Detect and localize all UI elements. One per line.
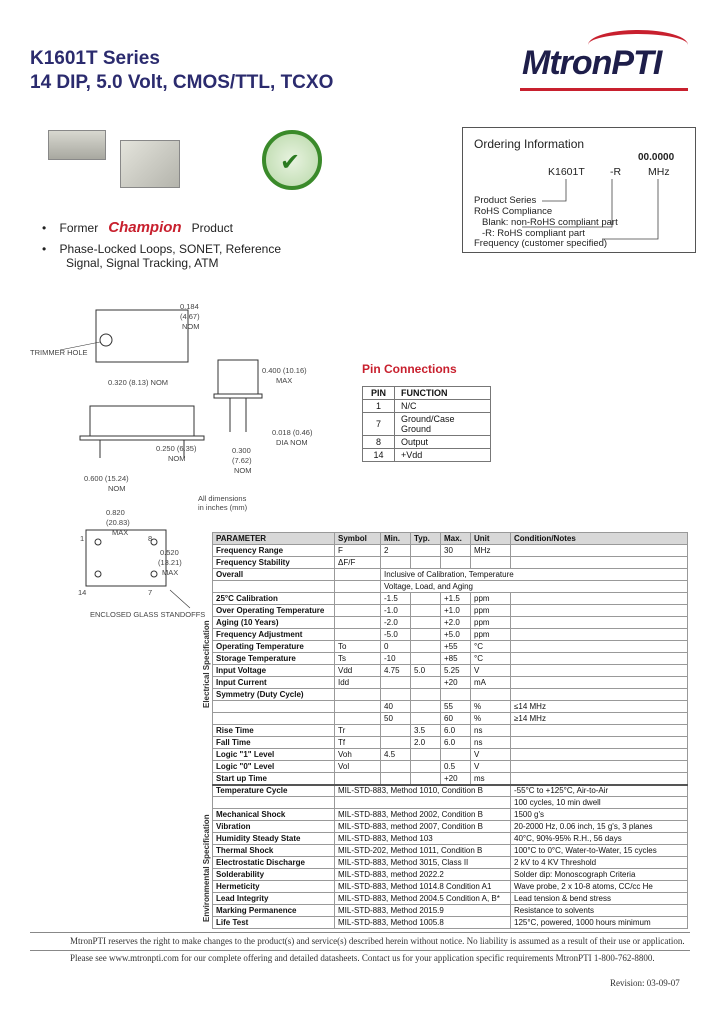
spec-symbol: Voh	[335, 749, 381, 761]
spec-parameter	[213, 701, 335, 713]
spec-notes	[511, 665, 688, 677]
spec-typ	[411, 713, 441, 725]
pin-number: 1	[363, 400, 395, 413]
ordering-title: Ordering Information	[474, 137, 585, 151]
spec-notes	[511, 617, 688, 629]
table-row	[213, 713, 688, 725]
spec-max: 0.5	[441, 761, 471, 773]
spec-typ: 5.0	[411, 665, 441, 677]
spec-max: 30	[441, 545, 471, 557]
footer-divider-top	[30, 932, 690, 933]
spec-parameter: Frequency Range	[213, 545, 335, 557]
dim-0820-max: MAX	[112, 528, 129, 537]
bullet-former-prefix: Former	[59, 221, 99, 235]
spec-min: -2.0	[381, 617, 411, 629]
env-condition: Wave probe, 2 x 10-8 atoms, CC/cc He	[511, 881, 688, 893]
spec-typ	[411, 605, 441, 617]
spec-symbol	[335, 581, 381, 593]
dim-0520: 0.520	[160, 548, 179, 557]
spec-min	[381, 689, 411, 701]
table-row	[213, 905, 688, 917]
trimmer-hole-label: TRIMMER HOLE	[30, 348, 88, 357]
pin-label-1: 1	[80, 534, 85, 543]
spec-min	[381, 773, 411, 785]
env-condition: Solder dip: Monoscograph Criteria	[511, 869, 688, 881]
table-row	[213, 641, 688, 653]
spec-min: 40	[381, 701, 411, 713]
ordering-unit: MHz	[648, 166, 670, 178]
environmental-spec-side-label: Environmental Specification	[202, 814, 211, 922]
table-row	[213, 545, 688, 557]
env-method: MIL-STD-883, Method 2004.5 Condition A, B*	[335, 893, 511, 905]
dim-0400-max: MAX	[276, 376, 293, 385]
env-parameter: Vibration	[213, 821, 335, 833]
product-photo-top	[48, 130, 106, 160]
spec-unit: %	[471, 701, 511, 713]
spec-symbol	[335, 689, 381, 701]
spec-header-min: Min.	[381, 533, 411, 545]
spec-parameter: Storage Temperature	[213, 653, 335, 665]
spec-parameter: 25°C Calibration	[213, 593, 335, 605]
pin-number: 7	[363, 413, 395, 436]
ordering-line-r: -R: RoHS compliant part	[482, 228, 585, 239]
spec-unit: ppm	[471, 617, 511, 629]
env-condition: Lead tension & bend stress	[511, 893, 688, 905]
spec-parameter: Input Current	[213, 677, 335, 689]
spec-parameter: Start up Time	[213, 773, 335, 785]
spec-header-row	[213, 533, 688, 545]
table-row	[363, 449, 491, 462]
table-row	[363, 413, 491, 436]
env-parameter: Lead Integrity	[213, 893, 335, 905]
spec-symbol	[335, 701, 381, 713]
spec-typ	[411, 641, 441, 653]
env-parameter: Life Test	[213, 917, 335, 929]
ordering-model: K1601T	[548, 166, 585, 178]
pin-header-row	[363, 387, 491, 400]
spec-unit: ns	[471, 725, 511, 737]
bullet-former-suffix: Product	[191, 221, 233, 235]
series-subtitle: 14 DIP, 5.0 Volt, CMOS/TTL, TCXO	[30, 72, 334, 93]
env-method: MIL-STD-883, Method 103	[335, 833, 511, 845]
dim-0300-mm: (7.62)	[232, 456, 252, 465]
spec-typ	[411, 749, 441, 761]
spec-parameter: Operating Temperature	[213, 641, 335, 653]
table-row	[213, 881, 688, 893]
dim-0250-nom: NOM	[168, 454, 186, 463]
table-row	[213, 797, 688, 809]
spec-header-parameter: PARAMETER	[213, 533, 335, 545]
spec-notes	[511, 557, 688, 569]
logo-underline	[520, 88, 688, 91]
spec-max: +5.0	[441, 629, 471, 641]
spec-notes	[511, 593, 688, 605]
spec-min: -1.5	[381, 593, 411, 605]
spec-unit: ns	[471, 737, 511, 749]
table-row	[213, 605, 688, 617]
table-row	[213, 665, 688, 677]
ordering-line-frequency: Frequency (customer specified)	[474, 238, 608, 249]
dim-0320: 0.320 (8.13) NOM	[108, 378, 169, 387]
spec-max: +85	[441, 653, 471, 665]
spec-symbol	[335, 593, 381, 605]
env-parameter: Humidity Steady State	[213, 833, 335, 845]
spec-parameter: Logic "1" Level	[213, 749, 335, 761]
spec-symbol: To	[335, 641, 381, 653]
pin-label-7: 7	[148, 588, 153, 597]
dim-0400: 0.400 (10.16)	[262, 366, 307, 375]
spec-max: +55	[441, 641, 471, 653]
spec-header-typ: Typ.	[411, 533, 441, 545]
spec-parameter: Aging (10 Years)	[213, 617, 335, 629]
spec-parameter: Frequency Adjustment	[213, 629, 335, 641]
spec-header-notes: Condition/Notes	[511, 533, 688, 545]
spec-typ: 2.0	[411, 737, 441, 749]
spec-symbol	[335, 773, 381, 785]
spec-parameter: Symmetry (Duty Cycle)	[213, 689, 335, 701]
table-row	[213, 701, 688, 713]
table-row	[213, 617, 688, 629]
table-row	[363, 436, 491, 449]
dim-0300-nom: NOM	[234, 466, 252, 475]
spec-min	[381, 761, 411, 773]
env-parameter: Electrostatic Discharge	[213, 857, 335, 869]
champion-logo: Champion	[108, 219, 182, 236]
pin-function: +Vdd	[395, 449, 491, 462]
pin-header-pin: PIN	[363, 387, 395, 400]
pin-label-14: 14	[78, 588, 87, 597]
spec-parameter: Logic "0" Level	[213, 761, 335, 773]
dim-0018-dia: DIA NOM	[276, 438, 308, 447]
spec-header-max: Max.	[441, 533, 471, 545]
spec-parameter: Rise Time	[213, 725, 335, 737]
revision-label: Revision: 03-09-07	[610, 978, 680, 988]
table-row	[213, 761, 688, 773]
spec-min: -5.0	[381, 629, 411, 641]
check-icon: ✔	[280, 149, 301, 176]
env-method: MIL-STD-883, Method 3015, Class II	[335, 857, 511, 869]
spec-notes	[511, 605, 688, 617]
spec-symbol: Ts	[335, 653, 381, 665]
spec-max	[441, 689, 471, 701]
bullet-app-line2: Signal, Signal Tracking, ATM	[66, 256, 219, 270]
spec-typ	[411, 761, 441, 773]
spec-max: 6.0	[441, 737, 471, 749]
env-method: MIL-STD-883, Method 1014.8 Condition A1	[335, 881, 511, 893]
spec-symbol	[335, 605, 381, 617]
env-method: MIL-STD-883, Method 1010, Condition B	[335, 785, 511, 797]
spec-notes	[511, 641, 688, 653]
table-row	[213, 749, 688, 761]
spec-notes	[511, 725, 688, 737]
spec-max: 55	[441, 701, 471, 713]
table-row	[213, 677, 688, 689]
spec-typ	[411, 701, 441, 713]
spec-typ	[411, 545, 441, 557]
table-row	[213, 689, 688, 701]
env-condition: 40°C, 90%-95% R.H., 56 days	[511, 833, 688, 845]
table-row	[213, 653, 688, 665]
spec-typ	[411, 557, 441, 569]
spec-parameter: Overall	[213, 569, 335, 581]
ordering-leader-lines	[462, 127, 696, 253]
dim-0184: 0.184	[180, 302, 199, 311]
spec-notes: ≥14 MHz	[511, 713, 688, 725]
table-row	[213, 569, 688, 581]
spec-parameter: Fall Time	[213, 737, 335, 749]
spec-parameter	[213, 581, 335, 593]
spec-max	[441, 749, 471, 761]
pin-function: N/C	[395, 400, 491, 413]
spec-max: 60	[441, 713, 471, 725]
dim-0820: 0.820	[106, 508, 125, 517]
electrical-spec-side-label: Electrical Specification	[202, 620, 211, 708]
spec-symbol	[335, 569, 381, 581]
spec-symbol: Tr	[335, 725, 381, 737]
dims-note-line2: in inches (mm)	[198, 503, 248, 512]
spec-max: +1.0	[441, 605, 471, 617]
bullet-app-line1: Phase-Locked Loops, SONET, Reference	[59, 242, 282, 256]
table-row	[363, 400, 491, 413]
spec-min	[381, 677, 411, 689]
spec-min: -1.0	[381, 605, 411, 617]
spec-max: +20	[441, 773, 471, 785]
mtronpti-logo: MtronPTI	[522, 44, 662, 82]
env-method: MIL-STD-883, method 2022.2	[335, 869, 511, 881]
spec-min: 4.5	[381, 749, 411, 761]
ordering-freq-example: 00.0000	[638, 152, 675, 163]
table-row	[213, 737, 688, 749]
env-condition: -55°C to +125°C, Air-to-Air	[511, 785, 688, 797]
spec-unit: °C	[471, 653, 511, 665]
table-row	[213, 593, 688, 605]
spec-symbol: ΔF/F	[335, 557, 381, 569]
spec-notes	[511, 773, 688, 785]
footer-contact: Please see www.mtronpti.com for our complete offering and detailed datasheets. Contact us for your application specific requirements MtronPTI 1-800-762-8800.	[70, 953, 655, 963]
spec-symbol	[335, 617, 381, 629]
table-row	[213, 629, 688, 641]
table-row	[213, 893, 688, 905]
env-method	[335, 797, 511, 809]
table-row	[213, 857, 688, 869]
env-parameter: Mechanical Shock	[213, 809, 335, 821]
spec-unit: °C	[471, 641, 511, 653]
pin-number: 14	[363, 449, 395, 462]
footer-disclaimer: MtronPTI reserves the right to make changes to the product(s) and service(s) described herein without notice. No liability is assumed as a result of their use or application.	[70, 936, 685, 946]
dims-note-line1: All dimensions	[198, 494, 247, 503]
dim-0600: 0.600 (15.24)	[84, 474, 129, 483]
env-condition: Resistance to solvents	[511, 905, 688, 917]
env-parameter: Thermal Shock	[213, 845, 335, 857]
pin-connections-table	[362, 386, 491, 462]
spec-header-symbol: Symbol	[335, 533, 381, 545]
spec-unit: MHz	[471, 545, 511, 557]
spec-notes	[511, 689, 688, 701]
spec-unit: ppm	[471, 629, 511, 641]
ordering-line-series: Product Series	[474, 195, 537, 206]
spec-notes	[511, 761, 688, 773]
dim-0520-max: MAX	[162, 568, 179, 577]
spec-typ	[411, 617, 441, 629]
spec-note-span: Voltage, Load, and Aging	[381, 581, 688, 593]
spec-unit: ppm	[471, 605, 511, 617]
spec-symbol	[335, 629, 381, 641]
env-condition: 20-2000 Hz, 0.06 inch, 15 g's, 3 planes	[511, 821, 688, 833]
env-parameter: Temperature Cycle	[213, 785, 335, 797]
spec-min: 50	[381, 713, 411, 725]
env-parameter: Solderability	[213, 869, 335, 881]
spec-unit: V	[471, 761, 511, 773]
spec-unit	[471, 689, 511, 701]
dim-0250: 0.250 (6.35)	[156, 444, 197, 453]
table-row	[213, 833, 688, 845]
spec-notes	[511, 677, 688, 689]
spec-min	[381, 557, 411, 569]
table-row	[213, 809, 688, 821]
spec-min: 0	[381, 641, 411, 653]
spec-symbol: Vol	[335, 761, 381, 773]
env-method: MIL-STD-883, Method 2015.9	[335, 905, 511, 917]
table-row	[213, 557, 688, 569]
dim-0600-nom: NOM	[108, 484, 126, 493]
spec-typ	[411, 593, 441, 605]
spec-symbol: Vdd	[335, 665, 381, 677]
spec-max: +2.0	[441, 617, 471, 629]
spec-notes	[511, 737, 688, 749]
table-row	[213, 845, 688, 857]
spec-typ	[411, 677, 441, 689]
spec-symbol: Tf	[335, 737, 381, 749]
spec-max: 6.0	[441, 725, 471, 737]
table-row	[213, 821, 688, 833]
env-method: MIL-STD-883, method 2007, Condition B	[335, 821, 511, 833]
spec-parameter	[213, 713, 335, 725]
table-row	[213, 785, 688, 797]
spec-unit: ppm	[471, 593, 511, 605]
dim-0184-mm: (4.67)	[180, 312, 200, 321]
pin-number: 8	[363, 436, 395, 449]
pin-function: Ground/Case Ground	[395, 413, 491, 436]
env-method: MIL-STD-883, Method 1005.8	[335, 917, 511, 929]
env-parameter: Marking Permanence	[213, 905, 335, 917]
dim-0300: 0.300	[232, 446, 251, 455]
env-condition: 2 kV to 4 KV Threshold	[511, 857, 688, 869]
spec-symbol	[335, 713, 381, 725]
spec-typ: 3.5	[411, 725, 441, 737]
spec-max: +1.5	[441, 593, 471, 605]
spec-min	[381, 725, 411, 737]
spec-unit: mA	[471, 677, 511, 689]
spec-symbol: F	[335, 545, 381, 557]
dim-0520-mm: (13.21)	[158, 558, 182, 567]
dim-0018: 0.018 (0.46)	[272, 428, 313, 437]
spec-notes	[511, 629, 688, 641]
spec-parameter: Frequency Stability	[213, 557, 335, 569]
table-row	[213, 869, 688, 881]
table-row	[213, 773, 688, 785]
env-parameter	[213, 797, 335, 809]
spec-typ	[411, 689, 441, 701]
env-condition: 100°C to 0°C, Water-to-Water, 15 cycles	[511, 845, 688, 857]
glass-standoffs-label: ENCLOSED GLASS STANDOFFS	[90, 610, 206, 619]
table-row	[213, 725, 688, 737]
pin-header-function: FUNCTION	[395, 387, 491, 400]
spec-unit: V	[471, 665, 511, 677]
env-condition: 1500 g's	[511, 809, 688, 821]
series-title: K1601T Series	[30, 48, 160, 69]
env-method: MIL-STD-883, Method 2002, Condition B	[335, 809, 511, 821]
footer-divider-mid	[30, 950, 690, 951]
spec-min: -10	[381, 653, 411, 665]
pin-connections-title: Pin Connections	[362, 362, 457, 376]
pin-function: Output	[395, 436, 491, 449]
bullet-former: • Former Champion Product	[42, 219, 233, 236]
spec-typ	[411, 773, 441, 785]
env-method: MIL-STD-202, Method 1011, Condition B	[335, 845, 511, 857]
env-condition: 100 cycles, 10 min dwell	[511, 797, 688, 809]
spec-header-unit: Unit	[471, 533, 511, 545]
spec-unit: V	[471, 749, 511, 761]
spec-notes	[511, 653, 688, 665]
spec-notes: ≤14 MHz	[511, 701, 688, 713]
dim-0820-mm: (20.83)	[106, 518, 130, 527]
pin-label-8: 8	[148, 534, 153, 543]
spec-max: +20	[441, 677, 471, 689]
spec-max	[441, 557, 471, 569]
spec-unit: %	[471, 713, 511, 725]
spec-symbol: Idd	[335, 677, 381, 689]
ordering-option: -R	[610, 166, 622, 178]
spec-unit	[471, 557, 511, 569]
spec-parameter: Over Operating Temperature	[213, 605, 335, 617]
spec-max: 5.25	[441, 665, 471, 677]
spec-typ	[411, 629, 441, 641]
ordering-line-rohs: RoHS Compliance	[474, 206, 553, 217]
ordering-line-blank: Blank: non-RoHS compliant part	[482, 217, 618, 228]
spec-parameter: Input Voltage	[213, 665, 335, 677]
electrical-spec-table	[212, 532, 688, 929]
spec-notes	[511, 749, 688, 761]
spec-note-span: Inclusive of Calibration, Temperature	[381, 569, 688, 581]
env-parameter: Hermeticity	[213, 881, 335, 893]
spec-notes	[511, 545, 688, 557]
table-row	[213, 581, 688, 593]
env-condition: 125°C, powered, 1000 hours minimum	[511, 917, 688, 929]
bullet-applications: • Phase-Locked Loops, SONET, Reference	[42, 242, 282, 256]
spec-min	[381, 737, 411, 749]
dim-0184-nom: NOM	[182, 322, 200, 331]
product-photo-bottom	[120, 140, 180, 188]
spec-unit: ms	[471, 773, 511, 785]
spec-min: 2	[381, 545, 411, 557]
spec-typ	[411, 653, 441, 665]
spec-min: 4.75	[381, 665, 411, 677]
table-row	[213, 917, 688, 929]
